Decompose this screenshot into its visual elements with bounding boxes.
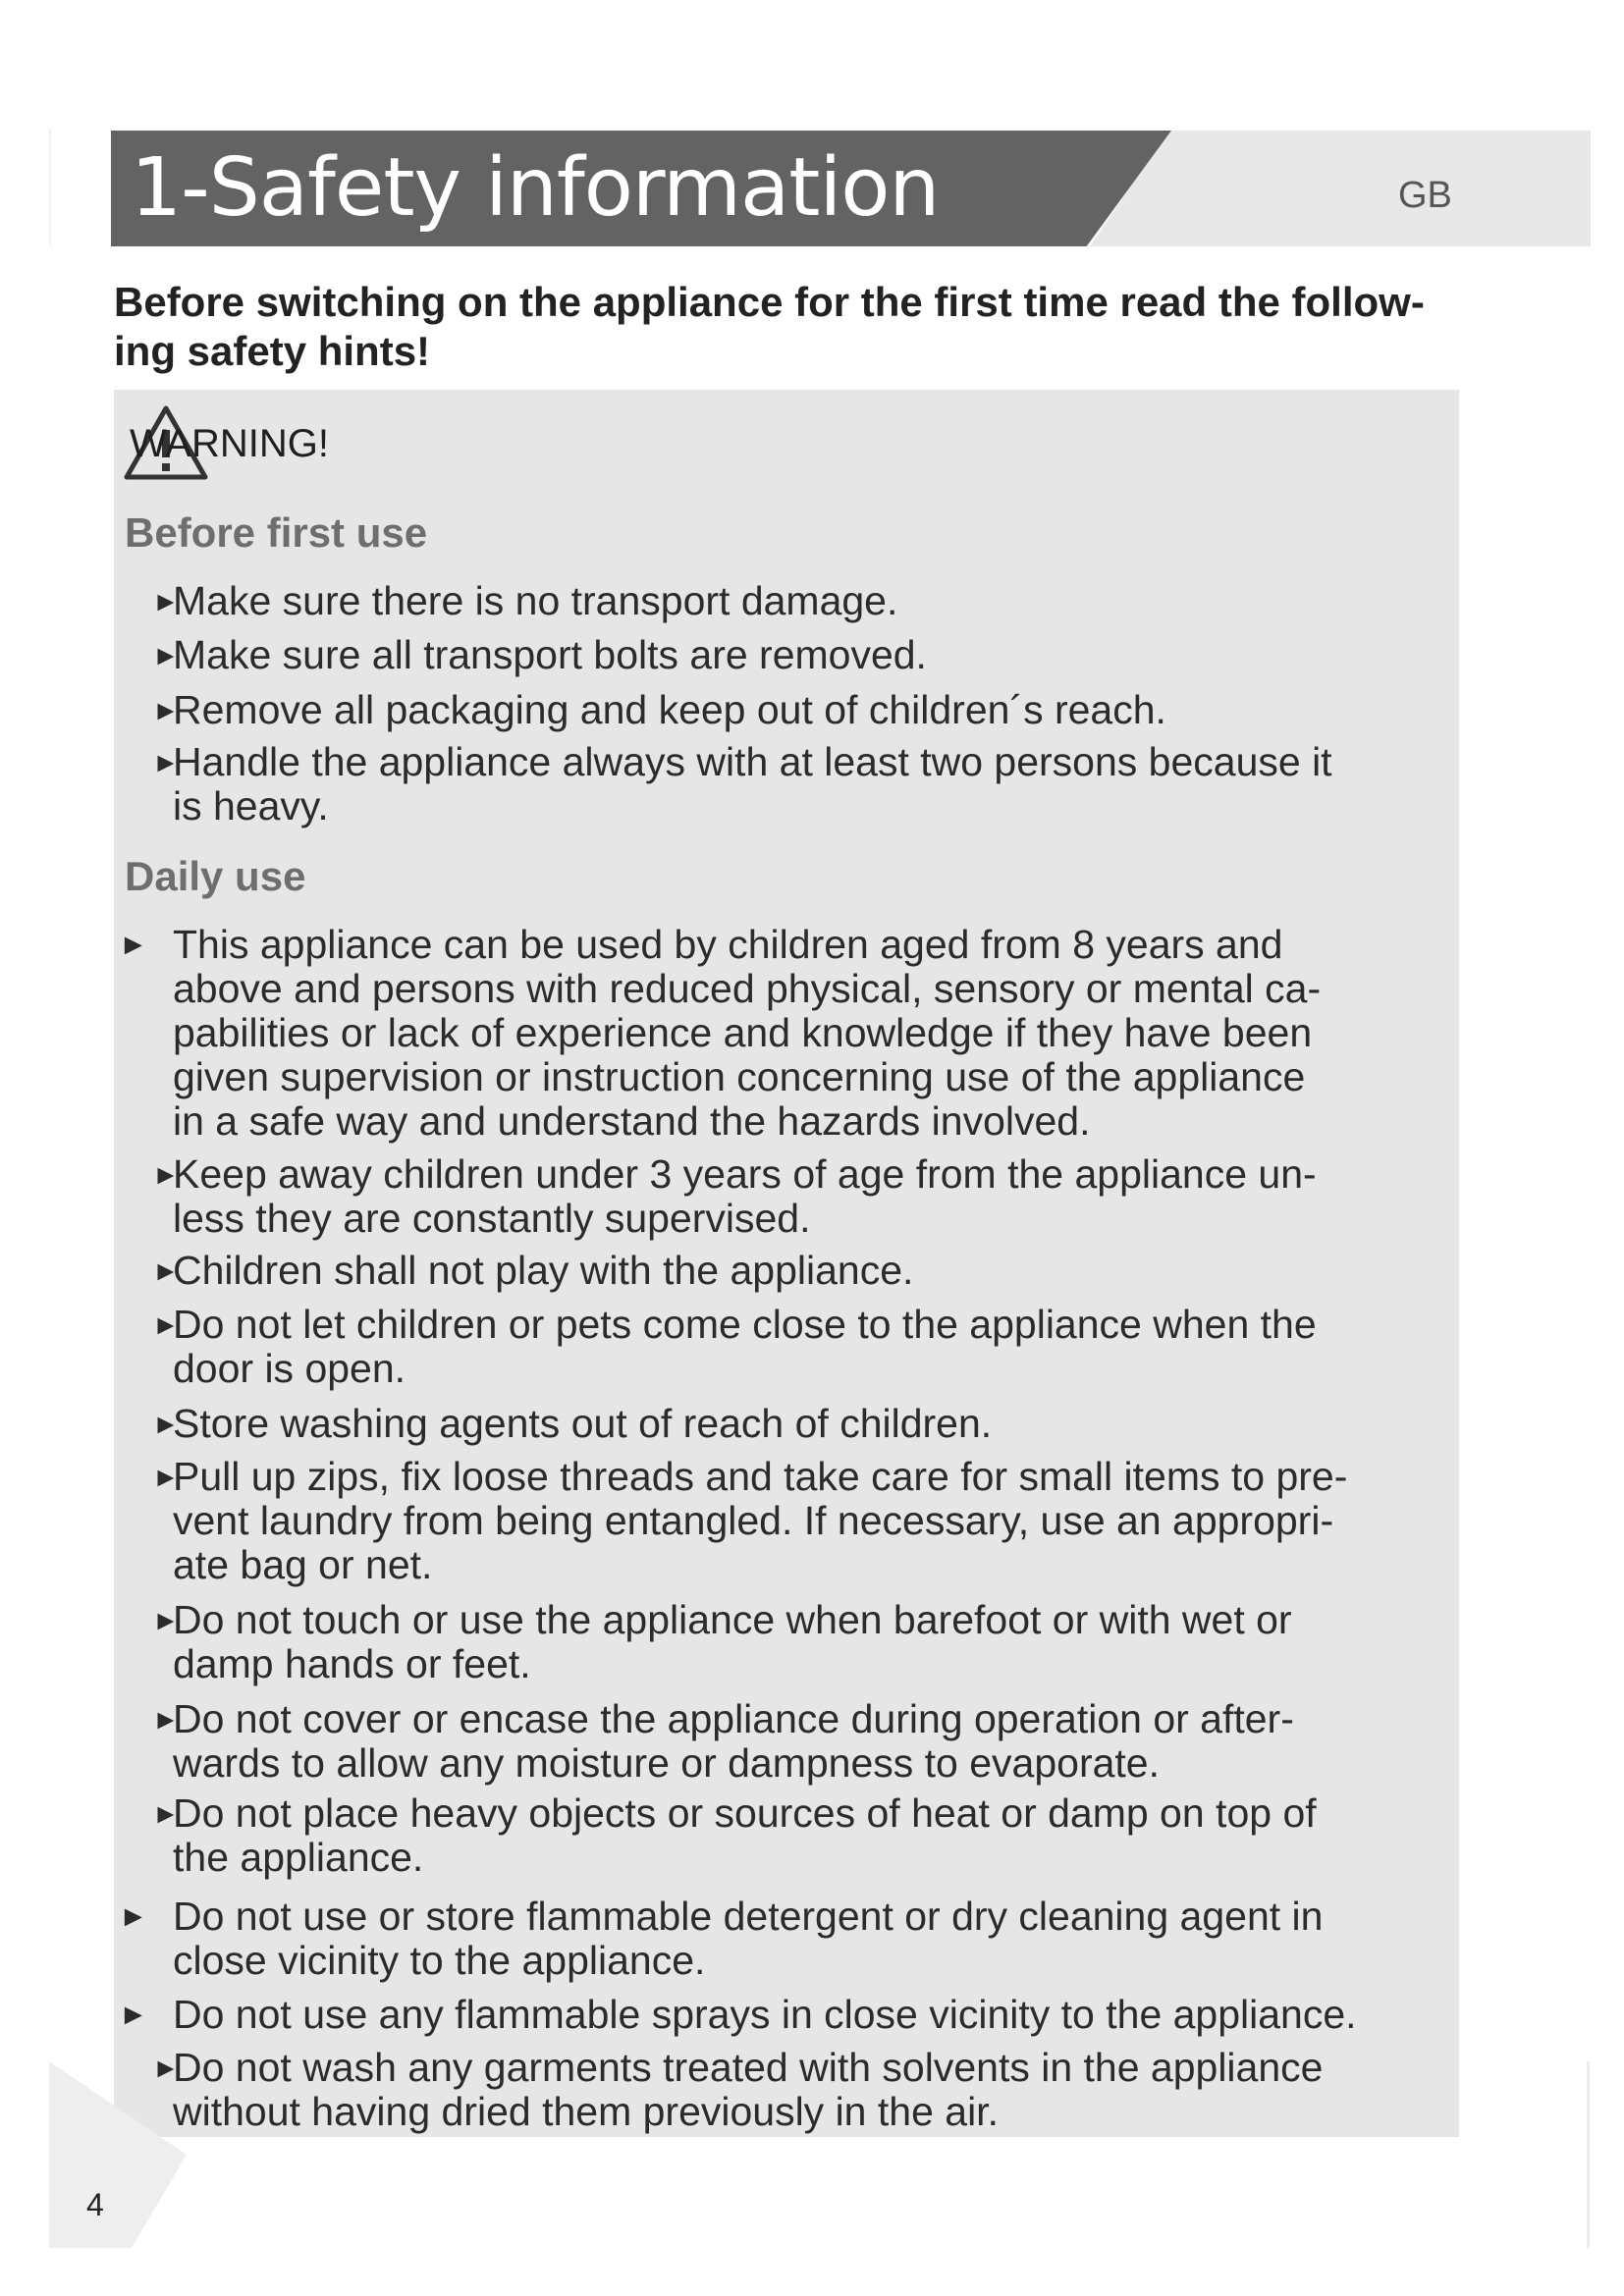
list-item-line: is heavy.	[173, 783, 329, 828]
warning-label: WARNING!	[130, 422, 329, 465]
list-item-line: without having dried them previously in the air.	[173, 2089, 999, 2134]
list-item-line: in a safe way and understand the hazards involved.	[173, 1098, 1091, 1144]
list-item-line: the appliance.	[173, 1835, 424, 1880]
list-item	[152, 1696, 1294, 1786]
list-item-line: less they are constantly supervised.	[173, 1196, 811, 1241]
list-item	[119, 1992, 1357, 2037]
list-item	[152, 632, 927, 677]
list-item-line: Make sure all transport bolts are removed.	[173, 632, 927, 677]
bullet-arrow-icon: ►	[152, 1462, 180, 1492]
list-item-line: vent laundry from being entangled. If necessary, use an appropri-	[173, 1498, 1334, 1543]
bullet-arrow-icon: ►	[152, 747, 180, 777]
intro-line: Before switching on the appliance for the first time read the follow-	[114, 279, 1425, 325]
list-item-line: Handle the appliance always with at least two persons because it	[173, 739, 1332, 784]
language-code: GB	[1398, 175, 1452, 216]
list-item	[152, 1248, 914, 1293]
list-item-line: Remove all packaging and keep out of children´s reach.	[173, 687, 1166, 732]
list-item-line: given supervision or instruction concerning use of the appliance	[173, 1054, 1306, 1099]
list-item-line: Keep away children under 3 years of age from the appliance un-	[173, 1151, 1317, 1197]
list-item-line: Do not touch or use the appliance when barefoot or with wet or	[173, 1597, 1292, 1642]
list-item-line: Do not use or store flammable detergent or dry cleaning agent in	[173, 1894, 1324, 1939]
list-item-line: Do not cover or encase the appliance during operation or after-	[173, 1696, 1294, 1741]
list-item	[152, 687, 1166, 732]
bullet-arrow-icon: ►	[152, 1159, 180, 1190]
page-title: 1-Safety information	[131, 141, 940, 235]
decorative-line	[1587, 2061, 1590, 2248]
list-item	[152, 1401, 993, 1446]
list-item-line: Pull up zips, fix loose threads and take care for small items to pre-	[173, 1454, 1348, 1499]
header-language-tab	[1090, 131, 1591, 246]
section-heading-before-first-use: Before first use	[125, 509, 428, 556]
list-item-line: Do not place heavy objects or sources of heat or damp on top of	[173, 1790, 1317, 1836]
list-item	[152, 578, 898, 623]
list-item-line: Children shall not play with the appliance.	[173, 1248, 914, 1293]
intro-line: ing safety hints!	[114, 328, 431, 374]
list-item-line: damp hands or feet.	[173, 1641, 531, 1686]
bullet-arrow-icon: ►	[152, 1704, 180, 1735]
bullet-arrow-icon: ►	[152, 1309, 180, 1340]
list-item-line: Store washing agents out of reach of children.	[173, 1401, 993, 1446]
bullet-arrow-icon: ►	[152, 1255, 180, 1286]
list-item	[152, 1302, 1317, 1391]
list-item	[119, 922, 1322, 1144]
section-heading-daily-use: Daily use	[125, 853, 306, 899]
list-item	[119, 1894, 1324, 1983]
list-item-line: above and persons with reduced physical, sensory or mental ca-	[173, 966, 1322, 1011]
bullet-arrow-icon: ►	[152, 1798, 180, 1829]
list-item	[152, 739, 1332, 828]
list-item	[152, 1151, 1317, 1241]
list-item	[152, 1790, 1317, 1880]
list-item-line: Do not use any flammable sprays in close vicinity to the appliance.	[173, 1992, 1357, 2037]
bullet-arrow-icon: ►	[152, 586, 180, 616]
list-item-line: This appliance can be used by children aged from 8 years and	[173, 922, 1283, 967]
bullet-arrow-icon: ►	[152, 2053, 180, 2083]
list-item-line: pabilities or lack of experience and knowledge if they have been	[173, 1010, 1313, 1055]
decorative-line	[49, 128, 51, 245]
bullet-arrow-icon: ►	[152, 1605, 180, 1635]
list-item	[152, 1597, 1292, 1686]
list-item-line: door is open.	[173, 1346, 406, 1391]
list-item	[152, 2045, 1324, 2134]
bullet-arrow-icon: ►	[119, 1999, 148, 2031]
bullet-arrow-icon: ►	[152, 1409, 180, 1439]
page-number: 4	[86, 2187, 104, 2222]
list-item-line: Do not let children or pets come close to the appliance when the	[173, 1302, 1317, 1347]
bullet-arrow-icon: ►	[152, 695, 180, 725]
bullet-arrow-icon: ►	[152, 640, 180, 670]
list-item-line: Do not wash any garments treated with solvents in the appliance	[173, 2045, 1324, 2090]
list-item-line: ate bag or net.	[173, 1542, 433, 1587]
list-item	[152, 1454, 1348, 1587]
list-item-line: wards to allow any moisture or dampness to evaporate.	[173, 1740, 1161, 1786]
bullet-arrow-icon: ►	[119, 929, 148, 961]
intro-text	[114, 278, 1469, 376]
list-item-line: Make sure there is no transport damage.	[173, 578, 898, 623]
list-item-line: close vicinity to the appliance.	[173, 1938, 706, 1983]
bullet-arrow-icon: ►	[119, 1900, 148, 1933]
